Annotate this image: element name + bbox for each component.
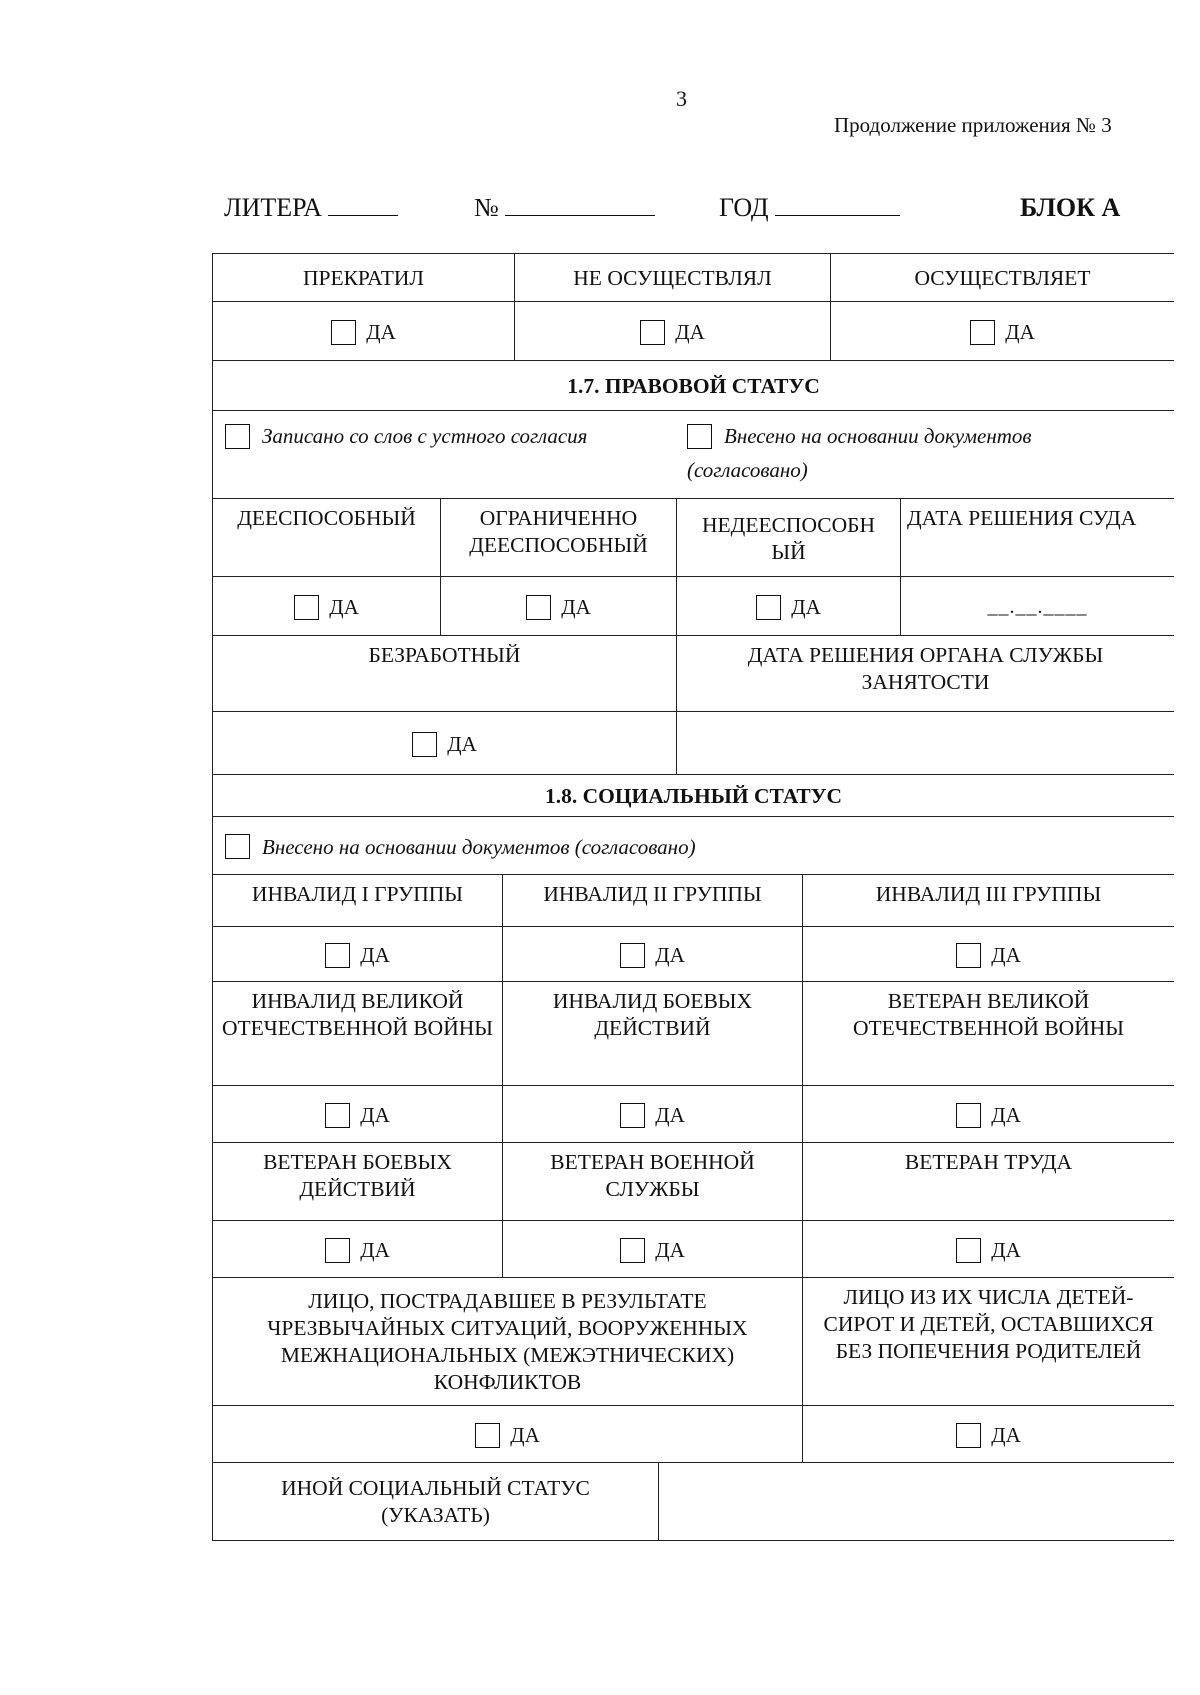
- incapable-checkbox[interactable]: [756, 595, 781, 620]
- veteran-ww2-checkbox[interactable]: [956, 1103, 981, 1128]
- activity-table: [212, 253, 1174, 1541]
- disabled-1-cell: ДА: [212, 927, 502, 981]
- social-docs-checkbox[interactable]: [225, 834, 250, 859]
- orphan-header: ЛИЦО ИЗ ИХ ЧИСЛА ДЕТЕЙ-СИРОТ И ДЕТЕЙ, ОСТАВШИХСЯ БЕЗ ПОПЕЧЕНИЯ РОДИТЕЛЕЙ: [802, 1278, 1174, 1405]
- activity-not-performed-cell: ДА: [514, 302, 830, 360]
- limited-capable-cell: ДА: [440, 577, 676, 635]
- incapable-header: НЕДЕЕСПОСОБН ЫЙ: [676, 499, 900, 576]
- legal-docs-checkbox[interactable]: [687, 424, 712, 449]
- veteran-military-checkbox[interactable]: [620, 1238, 645, 1263]
- emergency-victim-cell: ДА: [212, 1406, 802, 1462]
- number-field: [474, 193, 655, 223]
- orphan-checkbox[interactable]: [956, 1423, 981, 1448]
- disabled-2-header: ИНВАЛИД II ГРУППЫ: [502, 875, 802, 926]
- social-docs-cell: [212, 817, 1174, 874]
- year-label: ГОД: [719, 193, 769, 222]
- legal-docs-label: Внесено на основании документов: [724, 424, 1032, 448]
- legal-docs-label-cont: (согласовано): [687, 458, 808, 482]
- veteran-military-header: ВЕТЕРАН ВОЕННОЙ СЛУЖБЫ: [502, 1143, 802, 1220]
- number-label: №: [474, 193, 499, 222]
- litera-label: ЛИТЕРА: [224, 193, 323, 222]
- activity-performs-header: ОСУЩЕСТВЛЯЕТ: [830, 254, 1174, 301]
- veteran-combat-header: ВЕТЕРАН БОЕВЫХ ДЕЙСТВИЙ: [212, 1143, 502, 1220]
- litera-field: [224, 193, 398, 223]
- unemployed-header: БЕЗРАБОТНЫЙ: [212, 636, 676, 711]
- disabled-combat-checkbox[interactable]: [620, 1103, 645, 1128]
- disabled-3-header: ИНВАЛИД III ГРУППЫ: [802, 875, 1174, 926]
- veteran-combat-checkbox[interactable]: [325, 1238, 350, 1263]
- activity-stopped-checkbox[interactable]: [331, 320, 356, 345]
- disabled-3-cell: ДА: [802, 927, 1174, 981]
- social-docs-label: Внесено на основании документов (согласовано): [262, 834, 696, 859]
- veteran-ww2-cell: ДА: [802, 1086, 1174, 1142]
- disabled-combat-cell: ДА: [502, 1086, 802, 1142]
- unemployed-cell: ДА: [212, 712, 676, 774]
- activity-performs-checkbox[interactable]: [970, 320, 995, 345]
- capable-checkbox[interactable]: [294, 595, 319, 620]
- orphan-cell: ДА: [802, 1406, 1174, 1462]
- disabled-combat-header: ИНВАЛИД БОЕВЫХ ДЕЙСТВИЙ: [502, 982, 802, 1085]
- activity-performs-cell: ДА: [830, 302, 1174, 360]
- other-status-input[interactable]: [658, 1463, 1174, 1540]
- employment-date-header: ДАТА РЕШЕНИЯ ОРГАНА СЛУЖБЫ ЗАНЯТОСТИ: [676, 636, 1174, 711]
- social-status-title: 1.8. СОЦИАЛЬНЫЙ СТАТУС: [212, 775, 1174, 816]
- activity-not-performed-checkbox[interactable]: [640, 320, 665, 345]
- legal-status-source-cell: [212, 411, 1174, 498]
- emergency-victim-header: ЛИЦО, ПОСТРАДАВШЕЕ В РЕЗУЛЬТАТЕ ЧРЕЗВЫЧАЙНЫХ СИТУАЦИЙ, ВООРУЖЕННЫХ МЕЖНАЦИОНАЛЬНЫХ (МЕЖЭТНИЧЕСКИХ) КОНФЛИКТОВ: [212, 1278, 802, 1405]
- oral-consent-label: Записано со слов с устного согласия: [262, 424, 588, 448]
- disabled-1-header: ИНВАЛИД I ГРУППЫ: [212, 875, 502, 926]
- capable-cell: ДА: [212, 577, 440, 635]
- year-input[interactable]: [775, 195, 900, 216]
- form-header: [224, 193, 1134, 233]
- litera-input[interactable]: [328, 195, 398, 216]
- court-date-header: ДАТА РЕШЕНИЯ СУДА: [900, 499, 1174, 576]
- appendix-continuation: Продолжение приложения № 3: [834, 113, 1112, 137]
- legal-status-title: 1.7. ПРАВОВОЙ СТАТУС: [212, 361, 1174, 410]
- disabled-2-cell: ДА: [502, 927, 802, 981]
- veteran-military-cell: ДА: [502, 1221, 802, 1277]
- veteran-labor-checkbox[interactable]: [956, 1238, 981, 1263]
- other-status-header: ИНОЙ СОЦИАЛЬНЫЙ СТАТУС (УКАЗАТЬ): [212, 1463, 658, 1540]
- activity-not-performed-header: НЕ ОСУЩЕСТВЛЯЛ: [514, 254, 830, 301]
- disabled-ww2-cell: ДА: [212, 1086, 502, 1142]
- unemployed-checkbox[interactable]: [412, 732, 437, 757]
- capable-header: ДЕЕСПОСОБНЫЙ: [212, 499, 440, 576]
- disabled-ww2-checkbox[interactable]: [325, 1103, 350, 1128]
- limited-capable-checkbox[interactable]: [526, 595, 551, 620]
- oral-consent-checkbox[interactable]: [225, 424, 250, 449]
- court-date-cell: [900, 577, 1174, 635]
- disabled-1-checkbox[interactable]: [325, 943, 350, 968]
- incapable-cell: ДА: [676, 577, 900, 635]
- court-date-input[interactable]: __.__.____: [987, 595, 1088, 618]
- limited-capable-header: ОГРАНИЧЕННО ДЕЕСПОСОБНЫЙ: [440, 499, 676, 576]
- veteran-labor-header: ВЕТЕРАН ТРУДА: [802, 1143, 1174, 1220]
- employment-date-input[interactable]: [676, 712, 1174, 774]
- veteran-labor-cell: ДА: [802, 1221, 1174, 1277]
- number-input[interactable]: [505, 195, 655, 216]
- veteran-ww2-header: ВЕТЕРАН ВЕЛИКОЙ ОТЕЧЕСТВЕННОЙ ВОЙНЫ: [802, 982, 1174, 1085]
- block-name: БЛОК А: [1020, 193, 1121, 222]
- page-number: 3: [676, 86, 687, 111]
- disabled-ww2-header: ИНВАЛИД ВЕЛИКОЙ ОТЕЧЕСТВЕННОЙ ВОЙНЫ: [212, 982, 502, 1085]
- veteran-combat-cell: ДА: [212, 1221, 502, 1277]
- activity-stopped-cell: ДА: [212, 302, 514, 360]
- year-field: [719, 193, 900, 223]
- disabled-3-checkbox[interactable]: [956, 943, 981, 968]
- activity-stopped-header: ПРЕКРАТИЛ: [212, 254, 514, 301]
- emergency-victim-checkbox[interactable]: [475, 1423, 500, 1448]
- disabled-2-checkbox[interactable]: [620, 943, 645, 968]
